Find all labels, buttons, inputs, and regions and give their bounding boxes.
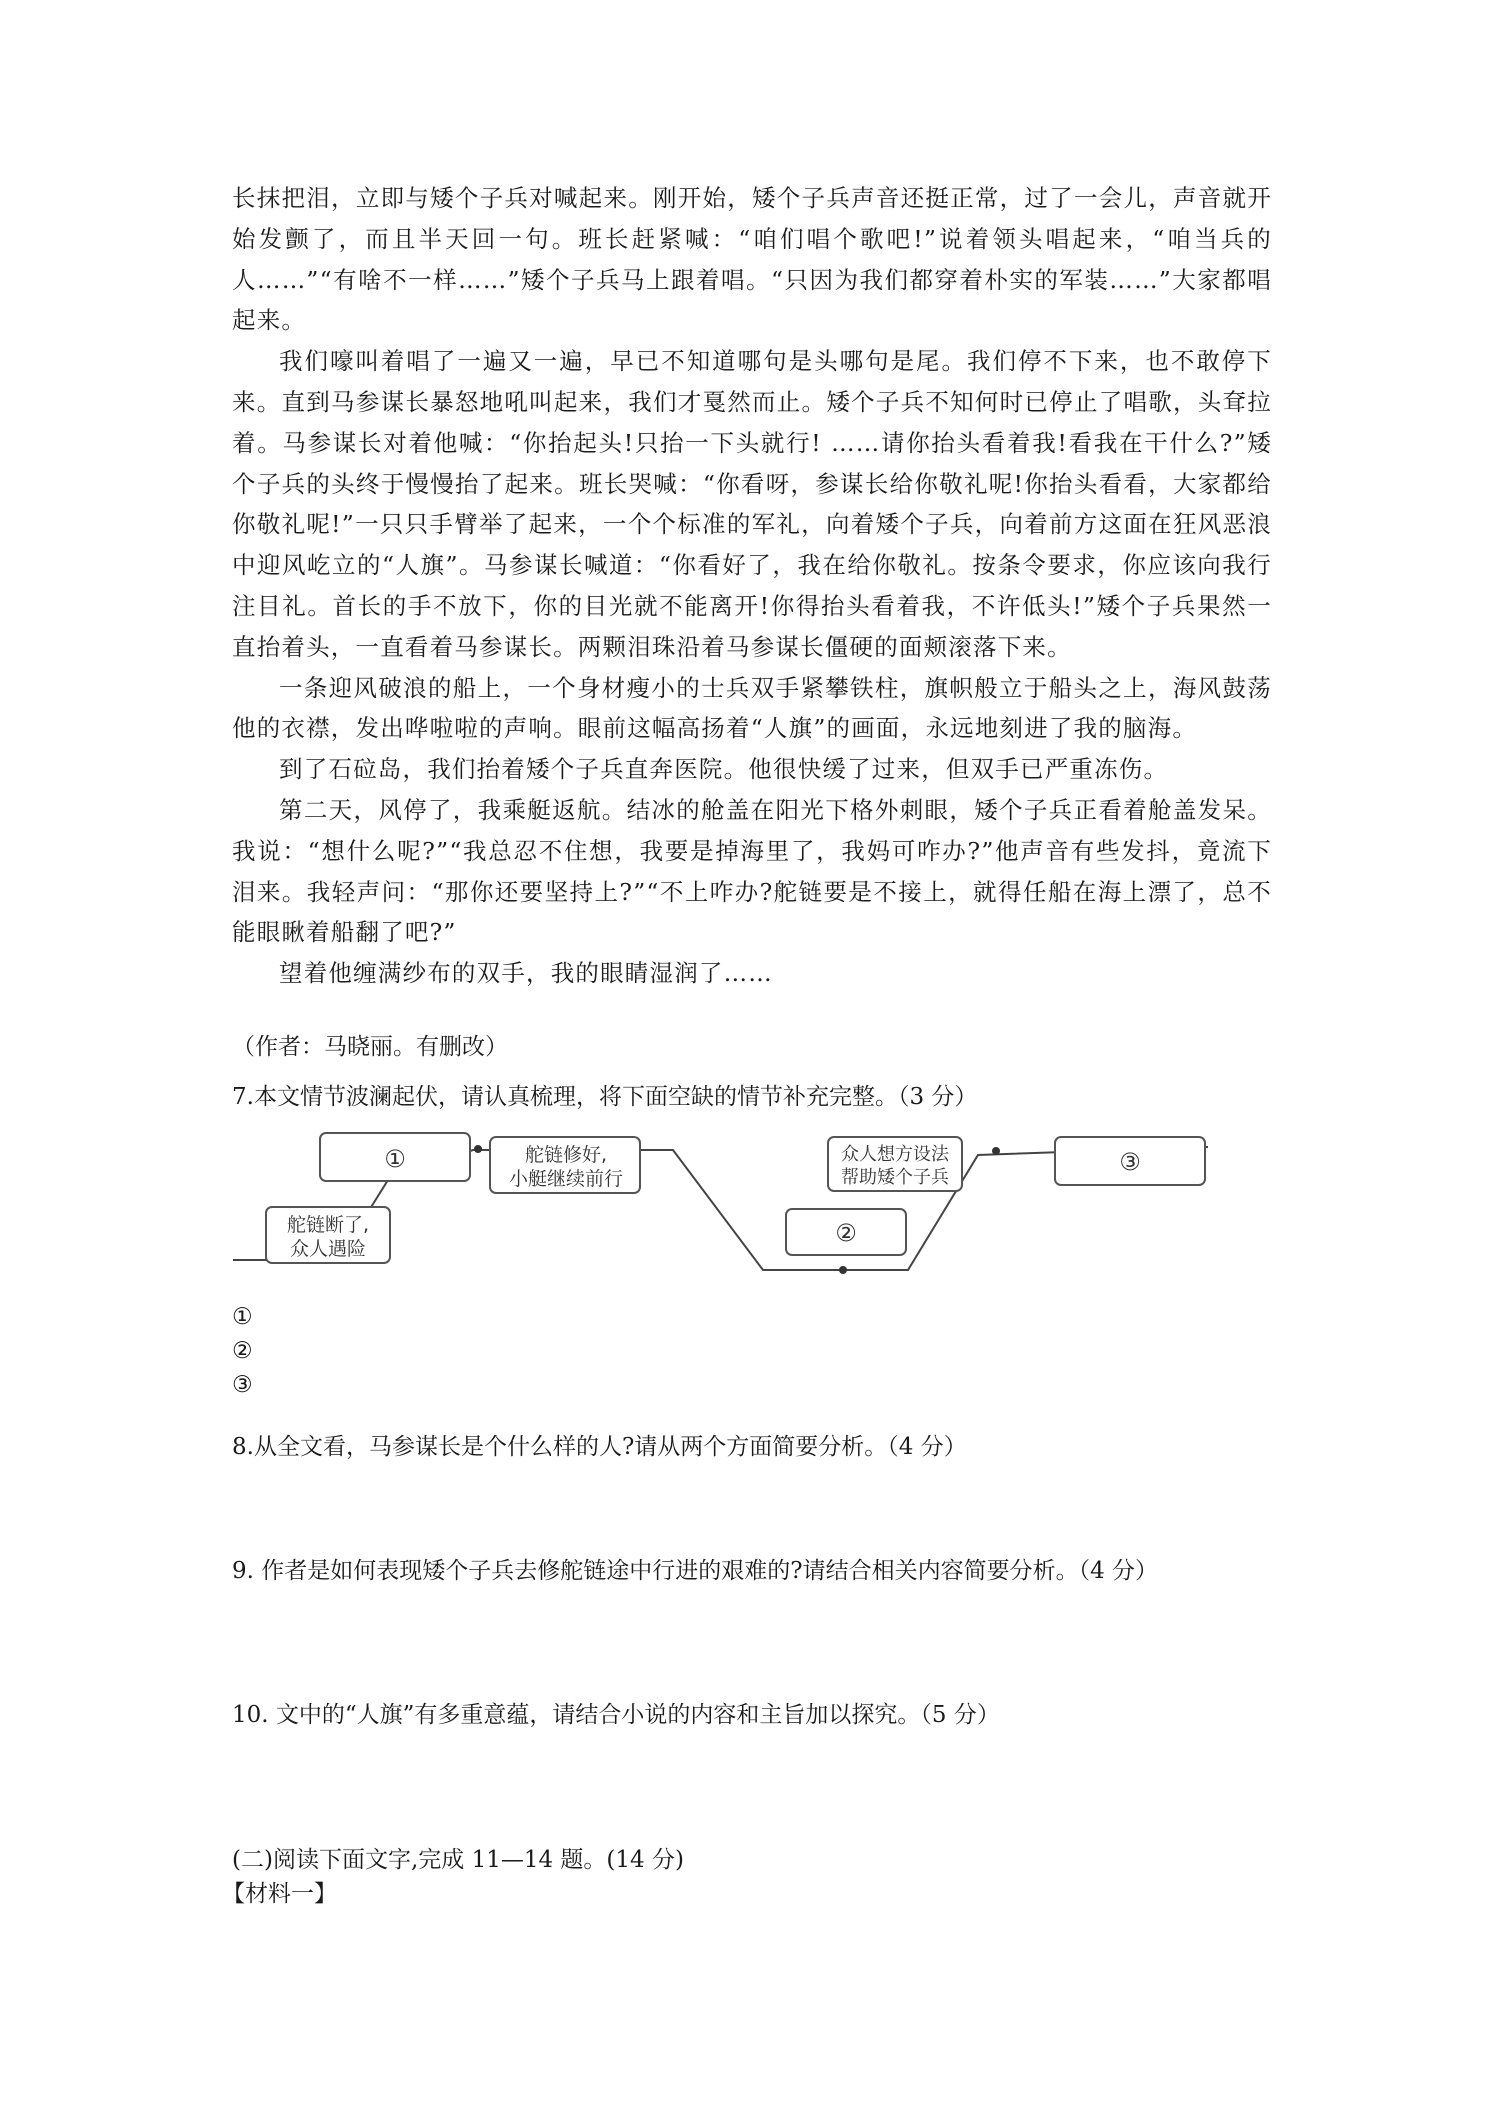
- passage-paragraph: 我们嚎叫着唱了一遍又一遍，早已不知道哪句是头哪句是尾。我们停不下来，也不敢停下来。直到马参谋长暴怒地吼叫起来，我们才戛然而止。矮个子兵不知何时已停止了唱歌，头耷拉着。马参谋长对着他喊：“你抬起头!只抬一下头就行! ……请你抬头看着我!看我在干什么?”矮个子兵的头终于慢慢抬了起来。班长哭喊：“你看呀，参谋长给你敬礼呢!你抬头看看，大家都给你敬礼呢!”一只只手臂举了起来，一个个标准的军礼，向着矮个子兵，向着前方这面在狂风恶浪中迎风屹立的“人旗”。马参谋长喊道：“你看好了，我在给你敬礼。按条令要求，你应该向我行注目礼。首长的手不放下，你的目光就不能离开!你得抬头看着我，不许低头!”矮个子兵果然一直抬着头，一直看着马参谋长。两颗泪珠沿着马参谋长僵硬的面颊滚落下来。: [232, 347, 1272, 661]
- material-label: 【材料一】: [222, 1881, 337, 1907]
- plot-box-help-line2: 帮助矮个子兵: [841, 1167, 949, 1188]
- plot-box-start-line2: 众人遇险: [289, 1238, 367, 1260]
- plot-box-2-label: ②: [835, 1219, 857, 1247]
- answer-line-3: ③: [232, 1372, 253, 1398]
- plot-point: [992, 1147, 1000, 1155]
- passage-paragraph: 望着他缠满纱布的双手，我的眼睛湿润了……: [279, 959, 773, 988]
- passage-paragraph: 到了石砬岛，我们抬着矮个子兵直奔医院。他很快缓了过来，但双手已严重冻伤。: [279, 755, 1169, 784]
- story-passage: [232, 178, 1272, 994]
- answer-line-1: ①: [232, 1304, 253, 1330]
- answer-line-2: ②: [232, 1338, 253, 1364]
- passage-paragraph: 第二天，风停了，我乘艇返航。结冰的舱盖在阳光下格外刺眼，矮个子兵正看着舱盖发呆。我说：“想什么呢?”“我总忍不住想，我要是掉海里了，我妈可咋办?”他声音有些发抖，竟流下泪来。我轻声问：“那你还要坚持上?”“不上咋办?舵链要是不接上，就得任船在海上漂了，总不能眼瞅着船翻了吧?”: [232, 795, 1272, 947]
- question-10: 10. 文中的“人旗”有多重意蕴，请结合小说的内容和主旨加以探究。（5 分）: [232, 1702, 1000, 1728]
- passage-paragraph: 一条迎风破浪的船上，一个身材瘦小的士兵双手紧攀铁柱，旗帜般立于船头之上，海风鼓荡他的衣襟，发出哗啦啦的声响。眼前这幅高扬着“人旗”的画面，永远地刻进了我的脑海。: [232, 673, 1272, 743]
- plot-box-start-line1: 舵链断了,: [286, 1214, 370, 1236]
- plot-box-1-label: ①: [384, 1145, 406, 1173]
- question-9: 9. 作者是如何表现矮个子兵去修舵链途中行进的艰难的?请结合相关内容简要分析。（4 分）: [232, 1558, 1159, 1584]
- question-8: 8.从全文看，马参谋长是个什么样的人?请从两个方面简要分析。（4 分）: [232, 1434, 967, 1460]
- plot-box-fixed-line1: 舵链修好,: [524, 1144, 608, 1166]
- plot-point: [474, 1145, 482, 1153]
- question-7: 7.本文情节波澜起伏，请认真梳理，将下面空缺的情节补充完整。（3 分）: [232, 1084, 978, 1110]
- author-note: （作者：马晓丽。有删改）: [232, 1034, 508, 1060]
- plot-box-help-line1: 众人想方设法: [841, 1144, 949, 1165]
- section-heading: (二)阅读下面文字,完成 11—14 题。(14 分): [232, 1847, 684, 1873]
- plot-box-3-label: ③: [1119, 1148, 1141, 1176]
- plot-box-fixed-line2: 小艇继续前行: [508, 1168, 624, 1190]
- plot-diagram: [228, 1125, 1228, 1275]
- passage-paragraph: 长抹把泪，立即与矮个子兵对喊起来。刚开始，矮个子兵声音还挺正常，过了一会儿，声音就开始发颤了，而且半天回一句。班长赶紧喊：“咱们唱个歌吧!”说着领头唱起来，“咱当兵的人……”“有啥不一样……”矮个子兵马上跟着唱。“只因为我们都穿着朴实的军装……”大家都唱起来。: [232, 184, 1272, 335]
- plot-point: [839, 1266, 847, 1274]
